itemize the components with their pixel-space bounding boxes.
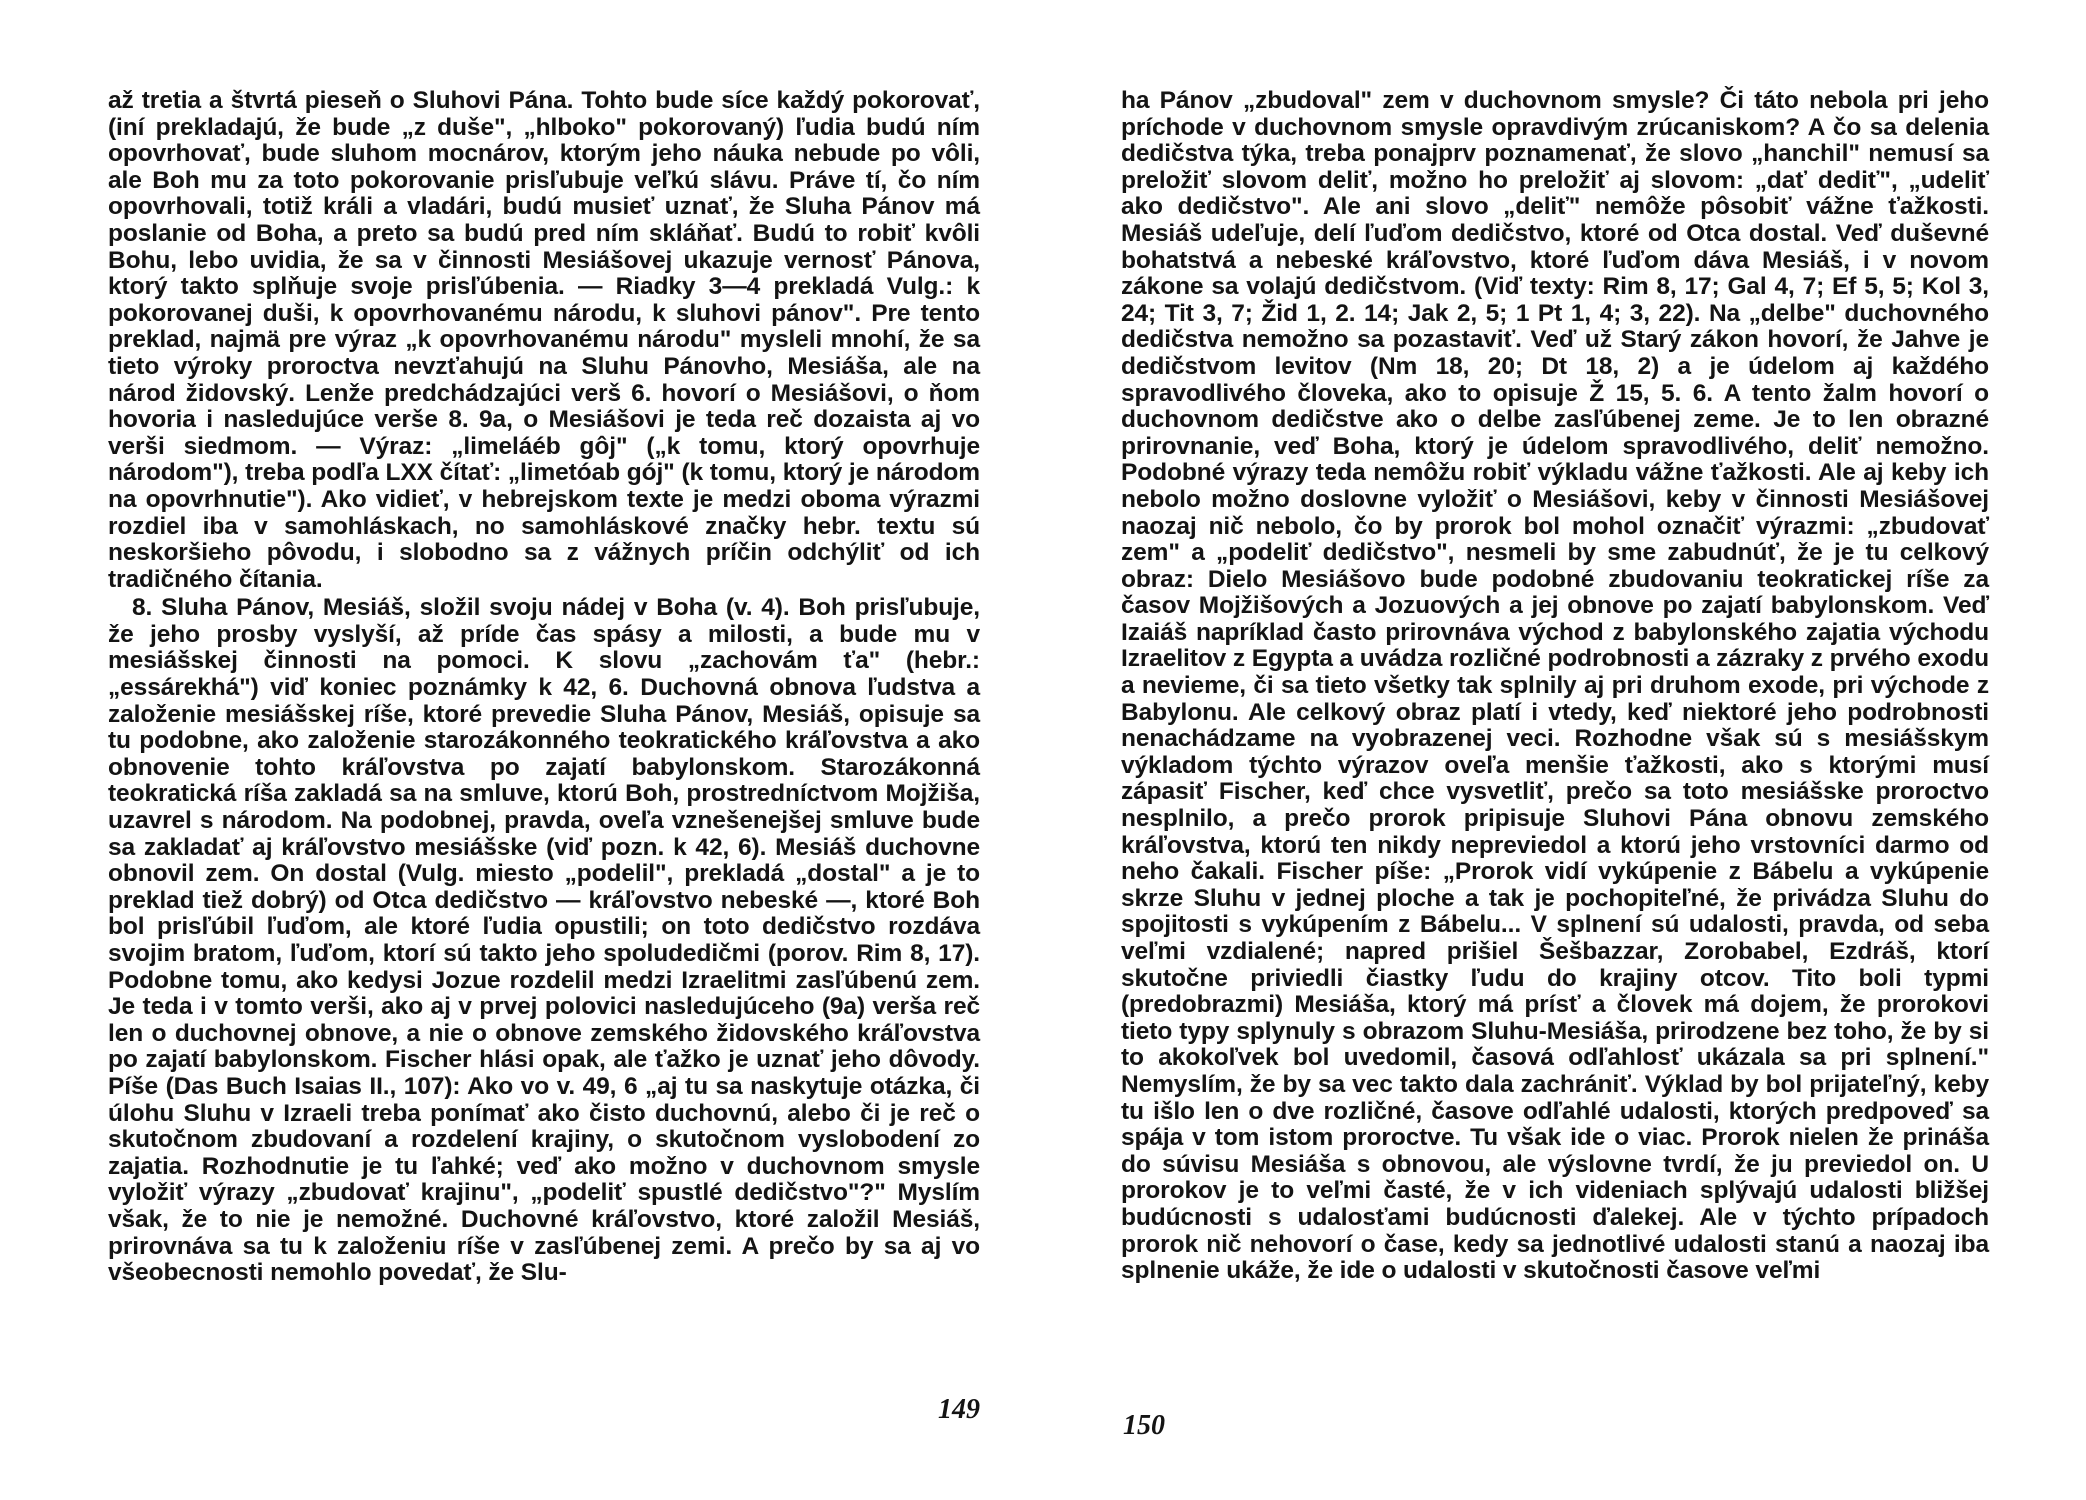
right-page-text [1121, 88, 1989, 1285]
paragraph: 8. Sluha Pánov, Mesiáš, složil svoju nádej v Boha (v. 4). Boh prisľubuje, že jeho prosby vyslyší, až príde čas spásy a milosti, a bude mu v mesiášskej činnosti na pomoci. K slovu „zachovám ťa" (hebr.: „essárekhá") viď koniec poznámky k 42, 6. Duchovná obnova ľudstva a založenie mesiášskej ríše, ktoré prevedie Sluha Pánov, Mesiáš, opisuje sa tu podobne, ako založenie starozákonného teokratického kráľovstva a ako obnovenie tohto kráľovstva po zajatí babylonskom. Starozákonná teokratická ríša zakladá sa na smluve, ktorú Boh, prostredníctvom Mojžiša, uzavrel s národom. Na podobnej, pravda, oveľa vznešenejšej smluve bude sa zakladať aj kráľovstvo mesiášske (viď pozn. k 42, 6). Mesiáš duchovne obnovil zem. On dostal (Vulg. miesto „podelil", prekladá „dostal" a je to preklad tiež dobrý) od Otca dedičstvo — kráľovstvo nebeské —, ktoré Boh bol prisľúbil ľuďom, ale ktoré ľudia opustili; on toto dedičstvo rozdáva svojim bratom, ľuďom, ktorí sú takto jeho spoludedičmi (porov. Rim 8, 17). Podobne tomu, ako kedysi Jozue rozdelil medzi Izraelitmi zasľúbenú zem. Je teda i v tomto verši, ako aj v prvej polovici nasledujúceho (9a) verša reč len o duchovnej obnove, a nie o obnove zemského židovského kráľovstva po zajatí babylonskom. Fischer hlási opak, ale ťažko je uznať jeho dôvody. Píše (Das Buch Isaias II., 107): Ako vo v. 49, 6 „aj tu sa naskytuje otázka, či úlohu Sluhu v Izraeli treba ponímať ako čisto duchovnú, alebo či je reč o skutočnom zbudovaní a rozdelení krajiny, o skutočnom vyslobodení zo zajatia. Rozhodnutie je tu ľahké; veď ako možno v duchovnom smysle vyložiť výrazy „zbudovať krajinu", „podeliť spustlé dedičstvo"?" Myslím však, že to nie je nemožné. Duchovné kráľovstvo, ktoré založil Mesiáš, prirovnáva sa tu k založeniu ríše v zasľúbenej zemi. A prečo by sa aj vo všeobecnosti nemohlo povedať, že Slu- [108, 594, 980, 1287]
page-number: 150 [1123, 1410, 1165, 1441]
left-page-text [108, 88, 980, 1287]
right-page [1043, 0, 2086, 1500]
paragraph: až tretia a štvrtá pieseň o Sluhovi Pána. Tohto bude síce každý pokorovať, (iní prekladajú, že bude „z duše", „hlboko" pokorovaný) ľudia budú ním opovrhovať, bude sluhom mocnárov, ktorým jeho náuka nebude po vôli, ale Boh mu za toto pokorovanie prisľubuje veľkú slávu. Práve tí, čo ním opovrhovali, totiž králi a vladári, budú musieť uznať, že Sluha Pánov má poslanie od Boha, a preto sa budú pred ním skláňať. Budú to robiť kvôli Bohu, lebo uvidia, že sa v činnosti Mesiášovej ukazuje vernosť Pánova, ktorý takto splňuje svoje prisľúbenia. — Riadky 3—4 prekladá Vulg.: k pokorovanej duši, k opovrhovanému národu, k sluhovi pánov". Pre tento preklad, najmä pre výraz „k opovrhovanému národu" mysleli mnohí, že sa tieto výroky proroctva nevzťahujú na Sluhu Pánovho, Mesiáša, ale na národ židovský. Lenže predchádzajúci verš 6. hovorí o Mesiášovi, o ňom hovoria i nasledujúce verše 8. 9a, o Mesiášovi je teda reč dozaista aj vo verši siedmom. — Výraz: „limeláéb gôj" („k tomu, ktorý opovrhuje národom"), treba podľa LXX čítať: „limetóab gój" (k tomu, ktorý je národom na opovrhnutie"). Ako vidieť, v hebrejskom texte je medzi oboma výrazmi rozdiel iba v samohláskach, no samohláskové značky hebr. textu sú neskoršieho pôvodu, i slobodno sa z vážnych príčin odchýliť od ich tradičného čítania. [108, 87, 980, 593]
paragraph: ha Pánov „zbudoval" zem v duchovnom smysle? Či táto nebola pri jeho príchode v duchovnom smysle opravdivým zrúcaniskom? A čo sa delenia dedičstva týka, treba ponajprv poznamenať, že slovo „hanchil" nemusí sa preložiť slovom deliť, možno ho preložiť aj slovom: „dať dediť", „udeliť ako dedičstvo". Ale ani slovo „deliť" nemôže pôsobiť vážne ťažkosti. Mesiáš udeľuje, delí ľuďom dedičstvo, ktoré od Otca dostal. Veď duševné bohatstvá a nebeské kráľovstvo, ktoré ľuďom dáva Mesiáš, i v novom zákone sa volajú dedičstvom. (Viď texty: Rim 8, 17; Gal 4, 7; Ef 5, 5; Kol 3, 24; Tit 3, 7; Žid 1, 2. 14; Jak 2, 5; 1 Pt 1, 4; 3, 22). Na „delbe" duchovného dedičstva nemožno sa pozastaviť. Veď už Starý zákon hovorí, že Jahve je dedičstvom levitov (Nm 18, 20; Dt 18, 2) a je údelom aj každého spravodlivého človeka, ako to opisuje Ž 15, 5. 6. A tento žalm hovorí o duchovnom dedičstve ako o delbe zasľúbenej zeme. Je to len obrazné prirovnanie, veď Boha, ktorý je údelom spravodlivého, deliť nemožno. Podobné výrazy teda nemôžu robiť výkladu vážne ťažkosti. Ale aj keby ich nebolo možno doslovne vyložiť o Mesiášovi, keby v činnosti Mesiášovej naozaj nič nebolo, čo by prorok bol mohol označiť výrazmi: „zbudovať zem" a „podeliť dedičstvo", nesmeli by sme zabudnúť, že je tu celkový obraz: Dielo Mesiášovo bude podobné zbudovaniu teokratickej ríše za časov Mojžišových a Jozuových a jej obnove po zajatí babylonskom. Veď Izaiáš napríklad často prirovnáva východ z babylonského zajatia východu Izraelitov z Egypta a uvádza rozličné podrobnosti a zázraky z prvého exodu a nevieme, či sa tieto všetky tak splnily aj pri druhom exode, pri východe z Babylonu. Ale celkový obraz platí i vtedy, keď niektoré jeho podrobnosti nenachádzame na vyobrazenej veci. Rozhodne však sú s mesiášskym výkladom týchto výrazov oveľa menšie ťažkosti, ako s ktorými musí zápasiť Fischer, keď chce vysvetliť, prečo sa toto mesiášske proroctvo nesplnilo, a prečo prorok pripisuje Sluhovi Pána obnovu zemského kráľovstva, ktorú ten nikdy nepreviedol a ktorú jeho vrstovníci darmo od neho čakali. Fischer píše: „Prorok vidí vykúpenie z Bábelu a vykúpenie skrze Sluhu v jednej ploche a tak je pochopiteľné, že privádza Sluhu do spojitosti s vykúpením z Bábelu... V splnení sú udalosti, pravda, od seba veľmi vzdialené; napred prišiel Šešbazzar, Zorobabel, Ezdráš, ktorí skutočne priviedli čiastky ľudu do krajiny otcov. Tito boli typmi (predobrazmi) Mesiáša, ktorý má prísť a človek má dojem, že prorokovi tieto typy splynuly s obrazom Sluhu-Mesiáša, prirodzene bez toho, že by si to akokoľvek bol uvedomil, časová odľahlosť ukázala sa pri splnení." Nemyslím, že by sa vec takto dala zachrániť. Výklad by bol prijateľný, keby tu išlo len o dve rozličné, časove odľahlé udalosti, ktorých predpoveď sa spája v tom istom proroctve. Tu však ide o viac. Prorok nielen že prináša do súvisu Mesiáša s obnovou, ale výslovne tvrdí, že ju previedol on. U prorokov je to veľmi časté, že v ich videniach splývajú udalosti bližšej budúcnosti s udalosťami budúcnosti ďalekej. Ale v týchto prípadoch prorok nič nehovorí o čase, kedy sa jednotlivé udalosti stanú a naozaj iba splnenie ukáže, že ide o udalosti v skutočnosti časove veľmi [1121, 87, 1990, 1285]
page-number: 149 [938, 1394, 980, 1425]
